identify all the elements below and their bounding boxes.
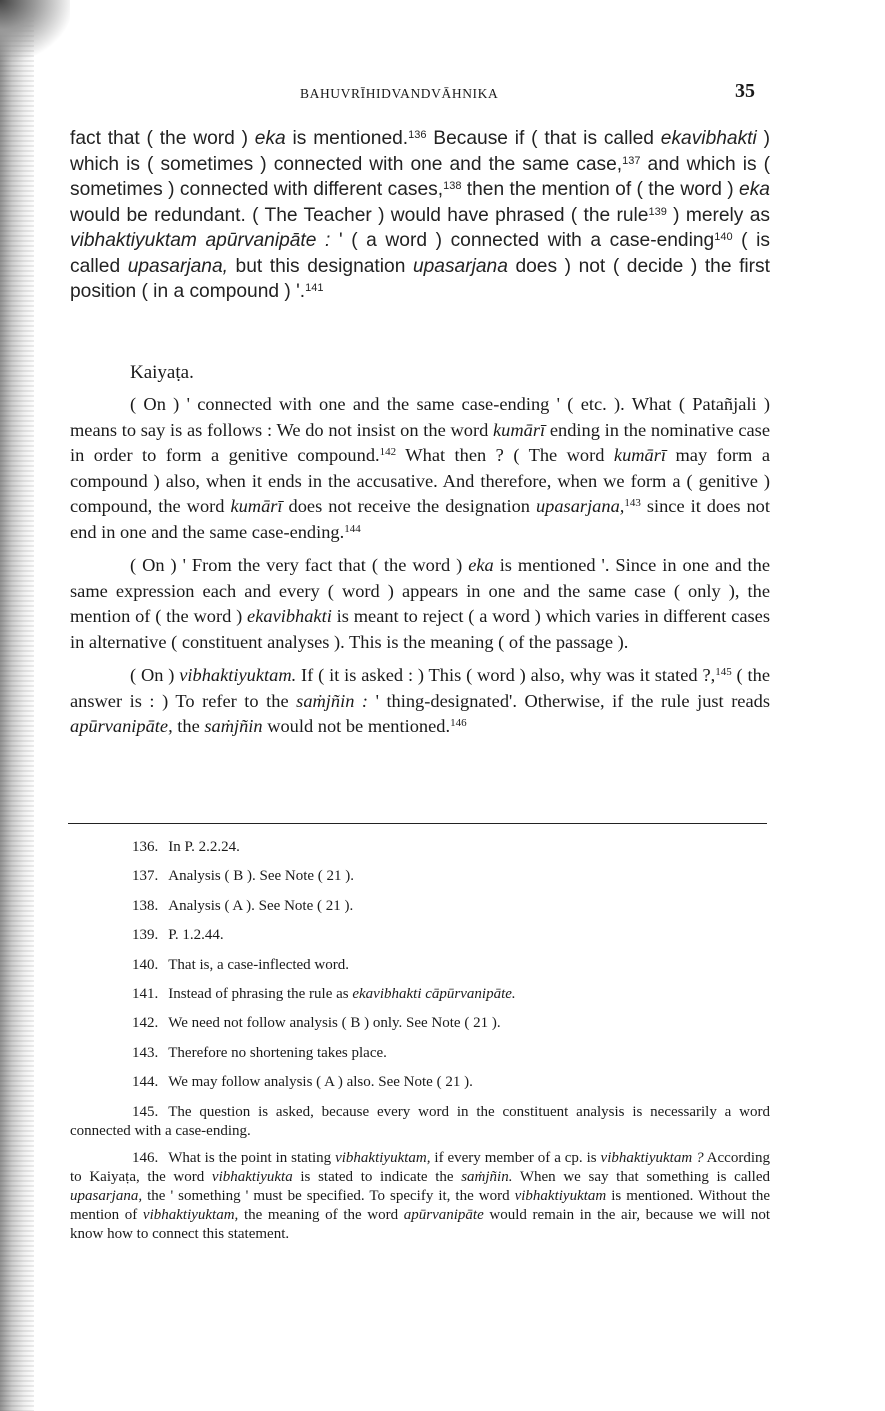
text-footnotes-f146-q: would remain in the air, because we will not know how to connect this statement. xyxy=(70,1206,770,1242)
text-para4-h: the xyxy=(172,716,205,736)
text-para4-f: ' thing-designated'. Otherwise, if the rule just reads xyxy=(368,690,770,711)
text-para1-l3f: ' ( a word ) connected with a case-ending xyxy=(330,230,715,251)
footnote-136 xyxy=(70,838,770,857)
footnotes xyxy=(70,838,770,1252)
text-para2-d: What then ? ( The word xyxy=(396,445,614,465)
text-footnotes-f146-g: is stated to indicate the xyxy=(292,1168,462,1185)
text-para1-l3a: then the mention of ( the word ) xyxy=(461,179,740,200)
section-heading: Kaiyaṭa. xyxy=(130,362,194,383)
text-footnotes-f143-text: Therefore no shortening takes place. xyxy=(168,1044,387,1061)
footnote-143 xyxy=(70,1044,770,1063)
text-footnotes-f142-num: 142. xyxy=(132,1015,159,1032)
text-footnotes-f137-num: 137. xyxy=(132,868,159,885)
text-footnotes-f139-text: P. 1.2.44. xyxy=(168,927,224,944)
text-para1-l3j: upasarjana xyxy=(412,255,508,277)
text-para1-l3c: would be redundant. ( The Teacher ) would have phrased ( the rule xyxy=(70,204,649,226)
footnote-ref: 136 xyxy=(408,129,427,141)
text-para2-f: may form a compound ) also, when it ends in the accusative. And therefore, when we form a ( genitive ) compound, the word xyxy=(70,445,770,516)
footnote-ref: 145 xyxy=(715,666,732,678)
footnote-ref: 146 xyxy=(450,717,467,729)
text-para2-g: kumārī xyxy=(230,496,283,516)
text-footnotes-f146-d: vibhaktiyuktam ? xyxy=(600,1149,704,1166)
text-para1-l1a: fact that ( the word ) xyxy=(70,128,255,149)
footnote-137 xyxy=(70,867,770,886)
text-para2-b: kumārī xyxy=(493,419,546,440)
text-footnotes-f146-p: apūrvanipāte xyxy=(403,1206,484,1223)
footnote-ref: 142 xyxy=(379,446,397,458)
footnote-ref: 139 xyxy=(648,205,667,218)
text-footnotes-f146-b: vibhaktiyuktam, xyxy=(335,1149,431,1166)
commentary-paragraph-2 xyxy=(70,553,770,655)
text-footnotes-f145-num: 145. xyxy=(132,1103,159,1120)
text-footnotes-f144-text: We may follow analysis ( A ) also. See Note ( 21 ). xyxy=(168,1074,473,1091)
text-footnotes-f141-b: ekavibhakti cāpūrvanipāte. xyxy=(352,985,516,1002)
text-footnotes-f136-num: 136. xyxy=(132,839,159,855)
footnote-ref: 137 xyxy=(622,154,641,167)
text-para3-b: eka xyxy=(468,555,494,575)
text-footnotes-f145-text: The question is asked, because every word in the constituent analysis is necessarily a word connected with a case-ending. xyxy=(70,1103,770,1139)
text-footnotes-f138-text: Analysis ( A ). See Note ( 21 ). xyxy=(168,897,354,914)
text-footnotes-f137-text: Analysis ( B ). See Note ( 21 ). xyxy=(168,868,355,885)
text-footnotes-f140-text: That is, a case-inflected word. xyxy=(168,956,350,973)
text-footnotes-f146-num: 146. xyxy=(132,1149,159,1166)
commentary-paragraph-3 xyxy=(70,663,770,740)
text-para3-a: ( On ) ' From the very fact that ( the word ) xyxy=(130,555,469,575)
text-footnotes-f138-num: 138. xyxy=(132,897,159,914)
footnote-144 xyxy=(70,1073,770,1092)
text-para1-l2c: and which is ( sometimes ) connected with different cases, xyxy=(70,153,770,200)
text-footnotes-f146-i: When we say that something is called xyxy=(512,1168,770,1185)
text-para1-l1d: Because if ( that is called xyxy=(426,128,661,149)
text-footnotes-f146-f: vibhaktiyukta xyxy=(211,1168,293,1185)
text-span xyxy=(70,126,770,305)
text-para3-d: ekavibhakti xyxy=(247,606,332,626)
text-para1-l3i: but this designation xyxy=(227,255,413,277)
text-footnotes-f141-num: 141. xyxy=(132,985,159,1002)
commentary-body xyxy=(70,392,770,748)
text-para4-a: ( On ) xyxy=(130,665,180,685)
text-footnotes-f146-m: is mentioned. Without the mention of xyxy=(70,1187,770,1223)
text-para2-h: does not receive the designation xyxy=(282,496,536,516)
text-footnotes-f144-num: 144. xyxy=(132,1074,159,1091)
footnote-ref: 144 xyxy=(344,522,361,535)
text-footnotes-f146-h: saṁjñin. xyxy=(461,1168,513,1185)
running-title: BAHUVRĪHIDVANDVĀHNIKA xyxy=(300,86,499,101)
text-para2-i: upasarjana, xyxy=(535,496,625,516)
text-para1-l3h: upasarjana, xyxy=(127,255,228,277)
text-para4-c: If ( it is asked : ) This ( word ) also, why was it stated ?, xyxy=(296,665,716,685)
text-footnotes-f146-e: According to Kaiyaṭa, the word xyxy=(70,1149,770,1185)
footnote-ref: 143 xyxy=(624,497,641,509)
text-para1-l3g: ( is called xyxy=(70,230,770,277)
text-para3-e: is meant to reject ( a word ) which varies in different cases in alternative ( constituent analyses ). This is the meaning ( of the passage ). xyxy=(70,606,770,652)
footnote-141 xyxy=(70,985,770,1004)
footnote-ref: 140 xyxy=(714,231,733,243)
text-para1-l1c: is mentioned. xyxy=(285,128,409,149)
text-footnotes-f143-num: 143. xyxy=(132,1044,159,1061)
text-para1-l3e: vibhaktiyuktam apūrvanipāte : xyxy=(70,230,331,251)
footnote-ref: 138 xyxy=(443,180,462,192)
text-footnotes-f136-text: In P. 2.2.24. xyxy=(168,839,240,855)
text-para4-g: apūrvanipāte, xyxy=(70,716,173,736)
footnote-140 xyxy=(70,956,770,975)
text-para1-l3d: ) merely as xyxy=(666,204,770,226)
footnote-divider xyxy=(68,823,767,824)
footnote-138 xyxy=(70,897,770,916)
paragraph-continuation xyxy=(70,126,770,305)
text-footnotes-f142-text: We need not follow analysis ( B ) only. See Note ( 21 ). xyxy=(168,1015,501,1032)
footnote-139 xyxy=(70,926,770,945)
text-para2-c: ending in the nominative case in order to form a genitive compound. xyxy=(70,419,770,465)
scan-corner-shadow xyxy=(0,0,70,60)
text-para2-e: kumārī xyxy=(613,445,667,465)
text-para4-e: saṁjñin : xyxy=(296,690,369,711)
text-footnotes-f139-num: 139. xyxy=(132,927,159,944)
text-para4-b: vibhaktiyuktam. xyxy=(179,665,297,685)
text-para3-c: is mentioned '. Since in one and the same expression each and every ( word ) appears in one and the same case ( only ), the mention of ( the word ) xyxy=(70,555,770,626)
text-para4-j: would not be mentioned. xyxy=(262,716,451,736)
text-para2-j: since it does not end in one and the same case-ending. xyxy=(70,496,770,542)
text-footnotes-f146-j: upasarjana, xyxy=(70,1187,143,1204)
text-footnotes-f146-a: What is the point in stating xyxy=(168,1149,336,1166)
text-footnotes-f146-o: the meaning of the word xyxy=(238,1206,404,1223)
commentary-paragraph-1 xyxy=(70,392,770,545)
text-footnotes-f140-num: 140. xyxy=(132,956,159,973)
text-footnotes-f146-l: vibhaktiyuktam xyxy=(514,1187,607,1204)
text-para1-l2b: ) which is ( sometimes ) connected with one and the same case, xyxy=(70,128,770,175)
text-para2-a: ( On ) ' connected with one and the same case-ending ' ( etc. ). What ( Patañjali ) means to say is as follows : We do not insist on the word xyxy=(70,394,770,440)
text-para1-l1b: eka xyxy=(254,128,286,149)
text-para4-d: ( the answer is : ) To refer to the xyxy=(70,665,770,711)
text-footnotes-f146-k: the ' something ' must be specified. To specify it, the word xyxy=(142,1187,515,1204)
text-footnotes-f146-n: vibhaktiyuktam, xyxy=(142,1206,239,1223)
text-para1-l3k: does ) not ( decide ) the first position ( in a compound ) '. xyxy=(70,255,770,302)
footnote-ref: 141 xyxy=(305,282,324,294)
scan-edge-shadow xyxy=(0,0,34,1411)
text-footnotes-f141-a: Instead of phrasing the rule as xyxy=(168,985,353,1002)
footnote-145 xyxy=(70,1103,770,1141)
text-para1-l3b: eka xyxy=(739,179,770,200)
page-number: 35 xyxy=(735,80,755,102)
footnote-142 xyxy=(70,1014,770,1033)
text-para4-i: saṁjñin xyxy=(204,716,263,736)
footnote-146 xyxy=(70,1149,770,1244)
text-para1-l2a: ekavibhakti xyxy=(660,128,757,149)
text-footnotes-f146-c: if every member of a cp. is xyxy=(430,1149,601,1166)
